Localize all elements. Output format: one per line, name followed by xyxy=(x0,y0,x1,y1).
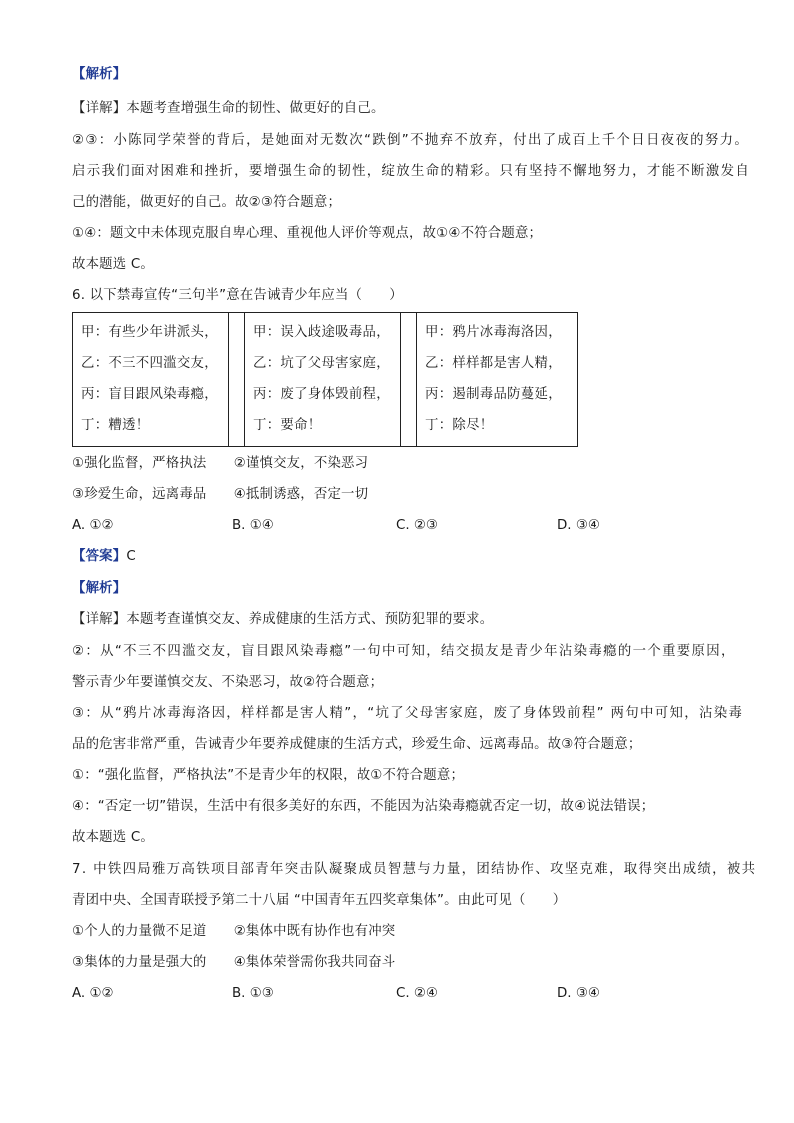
q6-option-d: D. ③④ xyxy=(557,518,600,533)
poem-2-line-2: 乙：坑了父母害家庭， xyxy=(253,356,390,371)
paragraph-2c: ③：从“鸦片冰毒海洛因，样样都是害人精”，“坑了父母害家庭，废了身体毁前程” 两句中可知，沾染毒 xyxy=(72,706,744,721)
detail-line-1: 【详解】本题考查增强生命的韧性、做更好的自己。 xyxy=(72,101,385,116)
poem-3-line-3: 丙：遏制毒品防蔓延， xyxy=(425,387,562,402)
poem-cell-3 xyxy=(417,313,578,447)
poem-cell-2 xyxy=(245,313,401,447)
q7-statement-line-2: ③集体的力量是强大的 ④集体荣誉需你我共同奋斗 xyxy=(72,955,396,970)
q7-option-b: B. ①③ xyxy=(232,986,274,1001)
q6-option-b: B. ①④ xyxy=(232,518,274,533)
poem-3-line-4: 丁：除尽！ xyxy=(425,418,494,433)
paragraph-1a: ②③：小陈同学荣誉的背后，是她面对无数次“跌倒”不抛弃不放弃，付出了成百上千个日日夜夜的努力。 xyxy=(72,133,750,148)
poem-2-line-4: 丁：要命！ xyxy=(253,418,322,433)
paragraph-2d: 品的危害非常严重，告诫青少年要养成健康的生活方式，珍爱生命、远离毒品。故③符合题意； xyxy=(72,737,642,752)
detail-line-2: 【详解】本题考查谨慎交友、养成健康的生活方式、预防犯罪的要求。 xyxy=(72,612,494,627)
conclusion-2: 故本题选 C。 xyxy=(72,830,154,845)
q7-statement-line-1: ①个人的力量微不足道 ②集体中既有协作也有冲突 xyxy=(72,924,396,939)
poem-1-line-1: 甲：有些少年讲派头， xyxy=(81,325,218,340)
answer-value: C xyxy=(126,549,136,564)
poem-separator-1 xyxy=(229,313,245,447)
analysis-heading-1: 【解析】 xyxy=(72,67,127,82)
poem-3-line-2: 乙：样样都是害人精， xyxy=(425,356,562,371)
q7-option-d: D. ③④ xyxy=(557,986,600,1001)
paragraph-1d: ①④：题文中未体现克服自卑心理、重视他人评价等观点，故①④不符合题意； xyxy=(72,226,543,241)
q6-statement-line-2: ③珍爱生命，远离毒品 ④抵制诱惑，否定一切 xyxy=(72,487,369,502)
poem-separator-2 xyxy=(401,313,417,447)
question-7-stem-a: 7. 中铁四局雅万高铁项目部青年突击队凝聚成员智慧与力量，团结协作、攻坚克难，取得突出成绩，被共 xyxy=(72,862,757,877)
paragraph-2b: 警示青少年要谨慎交友、不染恶习，故②符合题意； xyxy=(72,675,384,690)
paragraph-2f: ④：“否定一切”错误，生活中有很多美好的东西，不能因为沾染毒瘾就否定一切，故④说法错误； xyxy=(72,799,655,814)
paragraph-1c: 己的潜能，做更好的自己。故②③符合题意； xyxy=(72,195,342,210)
question-7-stem-b: 青团中央、全国青联授予第二十八届 “中国青年五四奖章集体”。由此可见（ ） xyxy=(72,893,567,908)
paragraph-2e: ①：“强化监督，严格执法”不是青少年的权限，故①不符合题意； xyxy=(72,768,465,783)
q6-poem-table xyxy=(72,312,578,447)
paragraph-1b: 启示我们面对困难和挫折，要增强生命的韧性，绽放生命的精彩。只有坚持不懈地努力，才能不断激发自 xyxy=(72,164,751,179)
q6-statement-line-1: ①强化监督，严格执法 ②谨慎交友，不染恶习 xyxy=(72,456,369,471)
poem-1-line-3: 丙：盲目跟风染毒瘾， xyxy=(81,387,218,402)
poem-2-line-1: 甲：误入歧途吸毒品， xyxy=(253,325,390,340)
q7-option-c: C. ②④ xyxy=(396,986,438,1001)
question-6-stem: 6. 以下禁毒宣传“三句半”意在告诫青少年应当（ ） xyxy=(72,288,403,303)
q7-option-a: A. ①② xyxy=(72,986,114,1001)
answer-heading: 【答案】 xyxy=(72,549,127,564)
analysis-heading-2: 【解析】 xyxy=(72,581,127,596)
q6-option-a: A. ①② xyxy=(72,518,114,533)
paragraph-2a: ②：从“不三不四滥交友，盲目跟风染毒瘾”一句中可知，结交损友是青少年沾染毒瘾的一个重要原因， xyxy=(72,644,736,659)
poem-3-line-1: 甲：鸦片冰毒海洛因， xyxy=(425,325,562,340)
q6-option-c: C. ②③ xyxy=(396,518,438,533)
poem-2-line-3: 丙：废了身体毁前程， xyxy=(253,387,390,402)
poem-1-line-2: 乙：不三不四滥交友， xyxy=(81,356,218,371)
conclusion-1: 故本题选 C。 xyxy=(72,257,154,272)
poem-cell-1 xyxy=(73,313,229,447)
answer-line xyxy=(72,548,136,566)
poem-1-line-4: 丁：糟透！ xyxy=(81,418,150,433)
